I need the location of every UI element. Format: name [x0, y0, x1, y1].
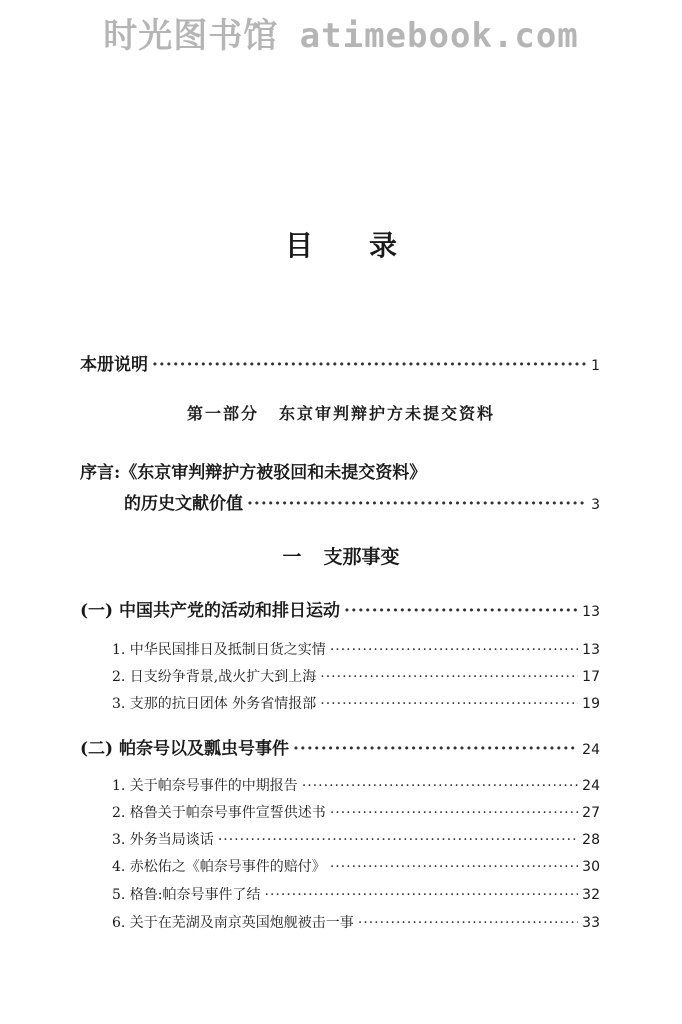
chapter-heading [0, 542, 682, 569]
toc-entry-preface-line1[interactable]: 序言:《东京审判辩护方被驳回和未提交资料》 [80, 463, 427, 483]
toc-page-number: 19 [582, 696, 600, 712]
toc-leader-dots [330, 805, 578, 821]
chapter-title: 支那事变 [323, 546, 400, 568]
toc-entry-intro[interactable] [80, 350, 600, 375]
page-title: 目录 [284, 229, 453, 262]
toc-page-number: 27 [582, 805, 600, 821]
toc-section[interactable] [80, 596, 600, 621]
toc-entry-label: 3. 外务当局谈话 [112, 832, 214, 848]
toc-entry-preface[interactable] [124, 489, 600, 514]
toc-leader-dots [320, 669, 578, 685]
toc-page-number: 3 [591, 497, 600, 513]
toc-item[interactable] [112, 693, 600, 713]
toc-section[interactable] [80, 734, 600, 759]
toc-leader-dots [330, 642, 578, 658]
toc-entry-label: 本册说明 [80, 355, 148, 375]
toc-page-number: 13 [582, 642, 600, 658]
toc-leader-dots [293, 739, 578, 759]
toc-entry-label: 1. 中华民国排日及抵制日货之实情 [112, 642, 326, 658]
toc-leader-dots [265, 887, 579, 903]
toc-item[interactable] [112, 666, 600, 686]
toc-entry-label: 2. 日支纷争背景,战火扩大到上海 [112, 669, 317, 685]
toc-page-number: 33 [582, 915, 600, 931]
toc-leader-dots [358, 915, 578, 931]
toc-entry-label: 4. 赤松佑之《帕奈号事件的赔付》 [112, 859, 326, 875]
part-number: 第一部分 [186, 404, 259, 423]
toc-entry-label: 2. 格鲁关于帕奈号事件宣誓供述书 [112, 805, 326, 821]
toc-entry-label: 的历史文献价值 [124, 494, 243, 514]
toc-page-number: 1 [591, 358, 600, 374]
toc-entry-label: 5. 格鲁:帕奈号事件了结 [112, 887, 261, 903]
toc-page-number: 24 [582, 778, 600, 794]
toc-page-number: 32 [582, 887, 600, 903]
toc-page-number: 24 [582, 742, 600, 758]
toc-leader-dots [218, 832, 578, 848]
toc-entry-label: (一) 中国共产党的活动和排日运动 [80, 601, 341, 621]
toc-entry-label: 3. 支那的抗日团体 外务省情报部 [112, 696, 317, 712]
toc-entry-label: 6. 关于在芜湖及南京英国炮舰被击一事 [112, 915, 354, 931]
toc-leader-dots [152, 355, 587, 375]
toc-leader-dots [302, 778, 578, 794]
toc-leader-dots [330, 859, 578, 875]
chapter-number: 一 [282, 546, 302, 568]
toc-page-number: 28 [582, 832, 600, 848]
part-heading [0, 401, 682, 424]
watermark: 时光图书馆 atimebook.com [103, 16, 579, 56]
toc-leader-dots [247, 494, 587, 514]
toc-entry-label: (二) 帕奈号以及瓢虫号事件 [80, 739, 290, 759]
toc-item[interactable] [112, 829, 600, 849]
toc-leader-dots [344, 601, 578, 621]
toc-page-number: 17 [582, 669, 600, 685]
toc-item[interactable] [112, 884, 600, 904]
toc-leader-dots [320, 696, 578, 712]
toc-item[interactable] [112, 856, 600, 876]
part-title: 东京审判辩护方未提交资料 [279, 404, 496, 423]
toc-item[interactable] [112, 775, 600, 795]
toc-entry-label: 1. 关于帕奈号事件的中期报告 [112, 778, 298, 794]
toc-item[interactable] [112, 639, 600, 659]
toc-item[interactable] [112, 912, 600, 932]
toc-item[interactable] [112, 802, 600, 822]
toc-page-number: 30 [582, 859, 600, 875]
toc-page-number: 13 [582, 604, 600, 620]
